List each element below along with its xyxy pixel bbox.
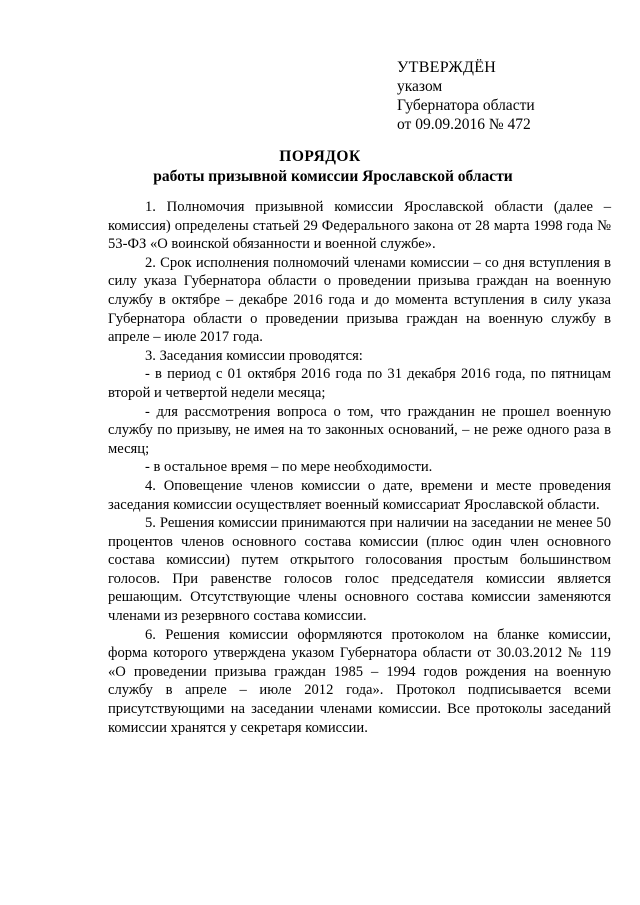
paragraph-3-item-3: - в остальное время – по мере необходимости.	[145, 459, 433, 476]
document-body	[108, 198, 611, 737]
paragraph-3: 3. Заседания комиссии проводятся:	[145, 347, 363, 364]
paragraph-5: 5. Решения комиссии принимаются при наличии на заседании не менее 50 процентов членов основного состава комиссии (плюс один член основного состава комиссии) путем открытого голосования простым большинством голосов. При равенстве голосов голос председателя комиссии является решающим. Отсутствующие члены основного состава комиссии заменяются членами из резервного состава комиссии.	[108, 515, 611, 625]
paragraph-3-item-1: - в период с 01 октября 2016 года по 31 декабря 2016 года, по пятницам второй и четвертой недели месяца;	[108, 366, 611, 401]
paragraph-3-item-2: - для рассмотрения вопроса о том, что гражданин не прошел военную службу по призыву, не имея на то законных оснований, – не реже одного раза в месяц;	[108, 403, 611, 457]
approval-decree-word: указом	[397, 78, 443, 95]
paragraph-6: 6. Решения комиссии оформляются протоколом на бланке комиссии, форма которого утверждена указом Губернатора области от 30.03.2012 № 119 «О проведении призыва граждан 1985 – 1994 годов рождения на военную службу в апреле – июле 2012 года». Протокол подписывается всеми присутствующими на заседании членами комиссии. Все протоколы заседаний комиссии хранятся у секретаря комиссии.	[108, 626, 611, 736]
title-main: ПОРЯДОК	[279, 148, 361, 165]
document-title	[0, 147, 640, 187]
paragraph-1: 1. Полномочия призывной комиссии Ярославской области (далее – комиссия) определены статьей 29 Федерального закона от 28 марта 1998 года № 53-ФЗ «О воинской обязанности и военной службе».	[108, 199, 611, 253]
approval-date-number: от 09.09.2016 № 472	[397, 116, 531, 133]
title-subtitle: работы призывной комиссии Ярославской области	[153, 168, 513, 185]
approval-authority: Губернатора области	[397, 97, 535, 114]
approval-stamp	[397, 58, 617, 134]
paragraph-4: 4. Оповещение членов комиссии о дате, времени и месте проведения заседания комиссии осуществляет военный комиссариат Ярославской области.	[108, 477, 611, 513]
paragraph-2: 2. Срок исполнения полномочий членами комиссии – со дня вступления в силу указа Губернатора области о проведении призыва граждан на военную службу в октябре – декабре 2016 года и до момента вступления в силу указа Губернатора области о проведении призыва граждан на военную службу в апреле – июле 2017 года.	[108, 254, 611, 346]
approval-heading: УТВЕРЖДЁН	[397, 59, 497, 76]
